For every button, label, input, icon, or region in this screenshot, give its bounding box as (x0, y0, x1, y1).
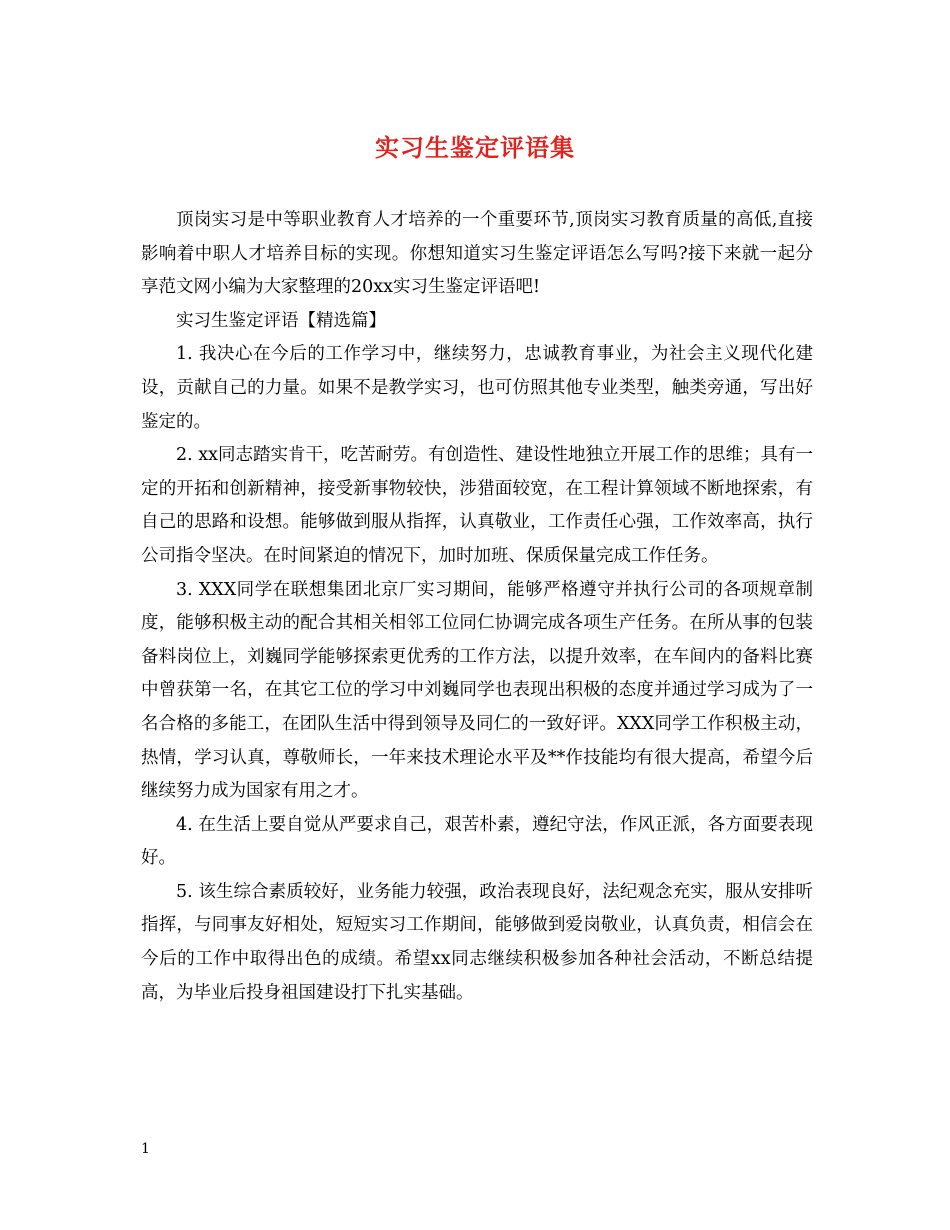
comment-paragraph-2: 2. xx同志踏实肯干，吃苦耐劳。有创造性、建设性地独立开展工作的思维；具有一定的开拓和创新精神，接受新事物较快，涉猎面较宽，在工程计算领域不断地探索，有自己的思路和设想。能够做到服从指挥，认真敬业，工作责任心强，工作效率高，执行公司指令坚决。在时间紧迫的情况下，加时加班、保质保量完成工作任务。 (141, 445, 813, 566)
intro-paragraph: 顶岗实习是中等职业教育人才培养的一个重要环节,顶岗实习教育质量的高低,直接影响着中职人才培养目标的实现。你想知道实习生鉴定评语怎么写吗?接下来就一起分享范文网小编为大家整理的20xx实习生鉴定评语吧! (141, 210, 813, 298)
comment-paragraph-4: 4. 在生活上要自觉从严要求自己，艰苦朴素，遵纪守法，作风正派，各方面要表现好。 (141, 814, 813, 869)
comment-paragraph-1: 1. 我决心在今后的工作学习中，继续努力，忠诚教育事业，为社会主义现代化建设，贡献自己的力量。如果不是教学实习，也可仿照其他专业类型，触类旁通，写出好鉴定的。 (141, 344, 813, 432)
comment-paragraph-3: 3. XXX同学在联想集团北京厂实习期间，能够严格遵守并执行公司的各项规章制度，能够积极主动的配合其相关相邻工位同仁协调完成各项生产任务。在所从事的包装备料岗位上，刘巍同学能够探索更优秀的工作方法，以提升效率，在车间内的备料比赛中曾获第一名，在其它工位的学习中刘巍同学也表现出积极的态度并通过学习成为了一名合格的多能工，在团队生活中得到领导及同仁的一致好评。XXX同学工作积极主动，热情，学习认真，尊敬师长，一年来技术理论水平及**作技能均有很大提高，希望今后继续努力成为国家有用之才。 (141, 579, 813, 802)
document-body (141, 204, 813, 1010)
document-title: 实习生鉴定评语集 (375, 133, 575, 162)
comment-paragraph-5: 5. 该生综合素质较好，业务能力较强，政治表现良好，法纪观念充实，服从安排听指挥，与同事友好相处，短短实习工作期间，能够做到爱岗敬业，认真负责，相信会在今后的工作中取得出色的成绩。希望xx同志继续积极参加各种社会活动，不断总结提高，为毕业后投身祖国建设打下扎实基础。 (141, 881, 813, 1003)
page-number: 1 (141, 1141, 150, 1157)
section-heading: 实习生鉴定评语【精选篇】 (176, 310, 386, 331)
